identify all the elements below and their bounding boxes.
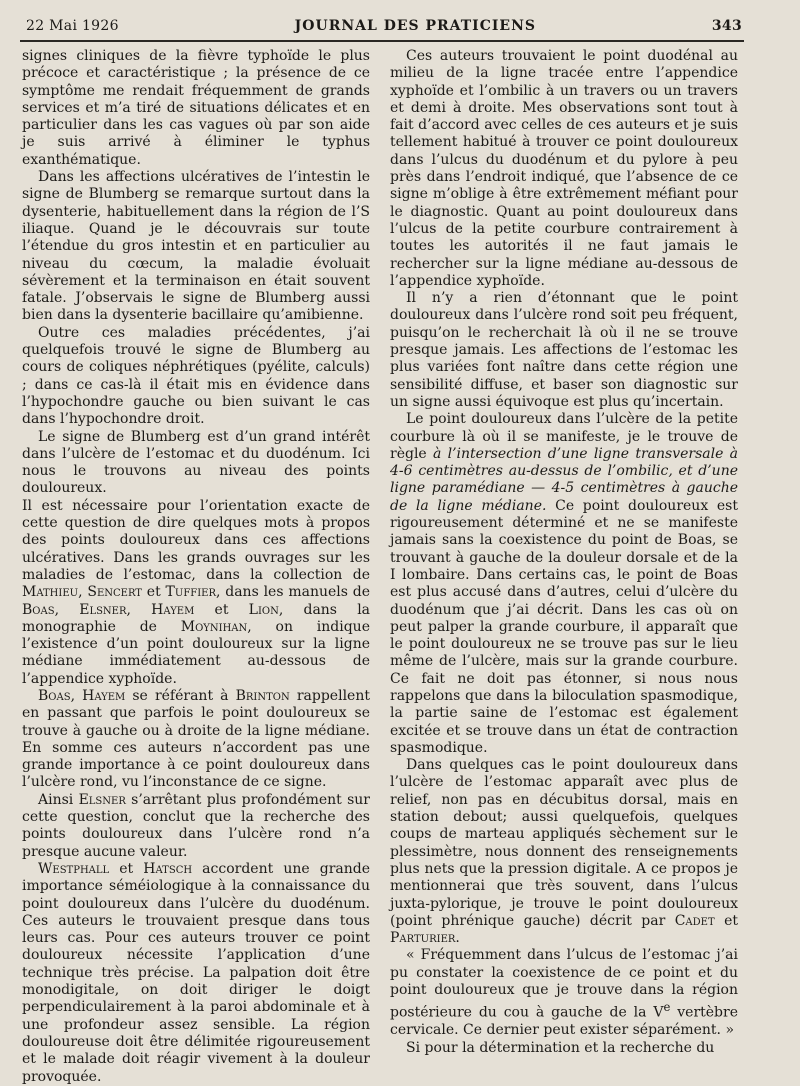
paragraph: Boas, Hayem se référant à Brinton rappellent en passant que parfois le point douloureux se trouve à gauche ou à droite de la ligne médiane. En somme ces auteurs n’accordent pas une grande importance à ce point douloureux dans l’ulcère rond, vu l’inconstance de ce signe.	[22, 687, 370, 791]
header-date: 22 Mai 1926	[26, 18, 119, 34]
author-name: Elsner	[79, 601, 127, 618]
paragraph: Si pour la détermination et la recherche du	[406, 1039, 715, 1056]
left-column	[22, 48, 370, 1086]
paragraph: Westphall et Hatsch accordent une grande importance séméiologique à la connaissance du point douloureux dans l’ulcère du duodénum. Ces auteurs le trouvaient presque dans tous leurs cas. Pour ces auteurs trouver ce point douloureux nécessite l’application d’une technique très précise. La palpation doit être monodigitale, on doit diriger le doigt perpendiculairement à la paroi abdominale et à une profondeur assez sensible. La région douloureuse doit être délimitée rigoureusement et le malade doit réagir vivement à la douleur provoquée.	[22, 860, 371, 1085]
author-name: Tuffier	[165, 584, 216, 601]
page-number: 343	[711, 18, 742, 34]
author-name: Hayem	[82, 687, 126, 704]
paragraph: Le signe de Blumberg est d’un grand intérêt dans l’ulcère de l’estomac et du duodénum. Ici nous le trouvons au niveau des points douloureux.	[22, 428, 370, 497]
author-name: Boas	[38, 687, 71, 704]
paragraph: Dans quelques cas le point douloureux dans l’ulcère de l’estomac apparaît avec plus de relief, non pas en décubitus dorsal, mais en station debout; aussi quelquefois, quelques coups de marteau appliqués sèchement sur le plessimètre, nous donnent des renseignements plus nets que la pression digitale. A ce propos je mentionnerai que très souvent, dans l’ulcus juxta-pylorique, je trouve le point douloureux (point phrénique gauche) décrit par Cadet et Parturier.	[390, 757, 738, 947]
right-column	[390, 48, 738, 1057]
author-name: Parturier	[390, 930, 456, 947]
author-name: Brinton	[235, 687, 290, 704]
author-name: Cadet	[674, 912, 715, 929]
quote-paragraph: « Fréquemment dans l’ulcus de l’estomac j’ai pu constater la coexistence de ce point et du point douloureux que je trouve dans la région postérieure du cou à gauche de la Ve vertèbre cervicale. Ce dernier peut exister séparément. »	[390, 947, 738, 1039]
author-name: Lion	[248, 601, 279, 618]
author-name: Elsner	[78, 791, 126, 808]
author-name: Boas	[22, 601, 55, 618]
paragraph: Dans les affections ulcératives de l’intestin le signe de Blumberg se remarque surtout dans la dysenterie, habituellement dans la région de l’S iliaque. Quand je le découvrais sur toute l’étendue du gros intestin et en particulier au niveau du cœcum, la maladie évoluait sévèrement et la terminaison en était souvent fatale. J’observais le signe de Blumberg aussi bien dans la dysenterie bacillaire qu’amibienne.	[22, 169, 370, 324]
author-name: Hayem	[151, 601, 195, 618]
author-name: Moynihan	[180, 618, 248, 635]
paragraph: Il n’y a rien d’étonnant que le point douloureux dans l’ulcère rond soit peu fréquent, puisqu’on le recherchait là où il ne se trouve presque jamais. Les affections de l’estomac les plus variées font naître dans cette région une sensibilité diffuse, et baser son diagnostic sur un signe aussi équivoque est plus qu’incertain.	[390, 290, 738, 410]
author-name: Mathieu	[22, 584, 79, 601]
author-name: Hatsch	[143, 860, 193, 877]
paragraph: Le point douloureux dans l’ulcère de la petite courbure là où il se manifeste, je le trouve de règle à l’intersection d’une ligne transversale à 4-6 centimètres au-dessus de l’ombilic, et d’une ligne paramédiane — 4-5 centimètres à gauche de la ligne médiane. Ce point douloureux est rigoureusement déterminé et ne se manifeste jamais sans la coexistence du point de Boas, se trouvant à gauche de la douleur dorsale et de la I lombaire. Dans certains cas, le point de Boas est plus accusé dans d’autres, celui d’ulcère du duodénum que j’ai décrit. Dans les cas où on peut palper la grande courbure, il apparaît que le point douloureux ne se trouve pas sur le lieu même de l’ulcère, mais sur la grande courbure. Ce fait ne doit pas étonner, si nous nous rappelons que dans la biloculation spasmodique, la partie saine de l’estomac est également excitée et se trouve dans un état de contraction spasmodique.	[390, 411, 739, 756]
author-name: Westphall	[38, 860, 110, 877]
paragraph: signes cliniques de la fièvre typhoïde le plus précoce et caractéristique ; la présence de ce symptôme me rendait fréquemment de grands services et m’a tiré de situations délicates et en particulier dans les cas vagues où par son aide je suis arrivé à éliminer le typhus exanthématique.	[22, 48, 370, 168]
paragraph: Ainsi Elsner s’arrêtant plus profondément sur cette question, conclut que la recherche des points douloureux dans l’ulcère rond n’a presque aucune valeur.	[22, 791, 370, 860]
emphasis: à l’intersection d’une ligne transversale à 4-6 centimètres au-dessus de l’ombilic, et d’une ligne paramédiane — 4-5 centimètres à gauche de la ligne médiane.	[390, 445, 739, 514]
paragraph: Ces auteurs trouvaient le point duodénal au milieu de la ligne tracée entre l’appendice xyphoïde et l’ombilic à un travers ou un travers et demi à droite. Mes observations sont tout à fait d’accord avec celles de ces auteurs et je suis tellement habitué à trouver ce point douloureux dans l’ulcus du duodénum et du pylore à peu près dans l’endroit indiqué, que l’absence de ce signe m’oblige à être extrêmement méfiant pour le diagnostic. Quant au point douloureux dans l’ulcus de la petite courbure contrairement à toutes les autorités il ne faut jamais le rechercher sur la ligne médiane au-dessous de l’appendice xyphoïde.	[390, 48, 738, 289]
journal-title: JOURNAL DES PRATICIENS	[294, 18, 537, 34]
paragraph: Outre ces maladies précédentes, j’ai quelquefois trouvé le signe de Blumberg au cours de coliques néphrétiques (pyélite, calculs) ; dans ce cas-là il était mis en évidence dans l’hypochondre gauche ou bien suivant le cas dans l’hypochondre droit.	[22, 324, 370, 428]
paragraph: Il est nécessaire pour l’orientation exacte de cette question de dire quelques mots à propos des points douloureux dans ces affections ulcératives. Dans les grands ouvrages sur les maladies de l’estomac, dans la collection de Mathieu, Sencert et Tuffier, dans les manuels de Boas, Elsner, Hayem et Lion, dans la monographie de Moynihan, on indique l’existence d’un point douloureux sur la ligne médiane immédiatement au-dessous de l’appendice xyphoïde.	[22, 497, 371, 687]
header-rule	[20, 40, 744, 42]
author-name: Sencert	[87, 584, 142, 601]
